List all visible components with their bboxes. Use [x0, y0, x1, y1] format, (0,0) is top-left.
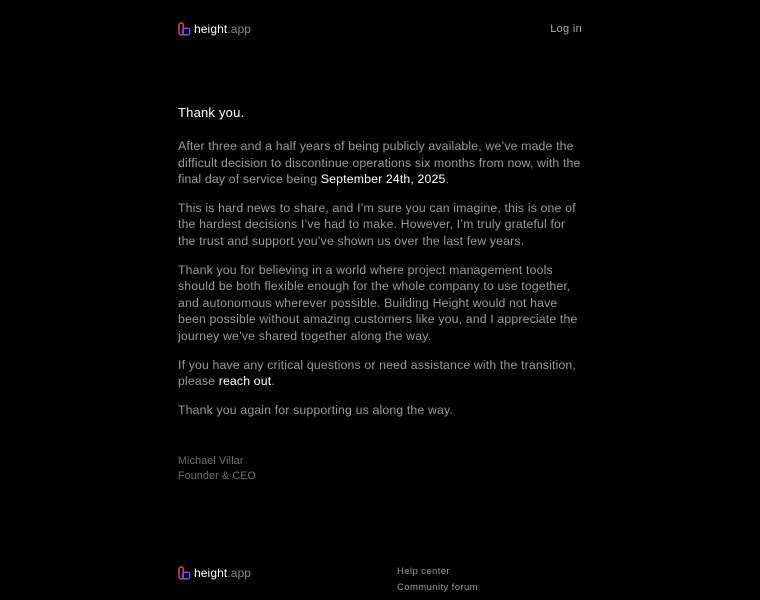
signature-title: Founder & CEO [178, 469, 256, 482]
paragraph-text: If you have any critical questions or need assistance with the transition, please [178, 357, 576, 389]
paragraph-vision: Thank you for believing in a world where project management tools should be both flexible enough for the whole company to use together, and autonomous wherever possible. Building Height would not have been possible without amazing customers like you, and I appreciate the journey we’ve shared together along the way. [178, 262, 578, 343]
community-forum-link[interactable]: Community forum [397, 582, 478, 593]
header [178, 20, 582, 38]
logo-wordmark [194, 22, 251, 36]
footer-links [397, 566, 478, 594]
paragraph-text: . [271, 374, 275, 389]
paragraph-closing: Thank you again for supporting us along the way. [178, 402, 453, 417]
height-logo-icon [178, 566, 191, 580]
announcement-article [178, 104, 586, 430]
header-logo-link[interactable] [178, 22, 251, 36]
signature-name: Michael Villar [178, 455, 244, 467]
page-title: Thank you. [178, 105, 245, 120]
paragraph-announcement [178, 138, 586, 188]
paragraph-gratitude: This is hard news to share, and I’m sure you can imagine, this is one of the hardest decisions I’ve had to make. However, I’m truly grateful for the trust and support you’ve shown us over the last few years. [178, 200, 576, 248]
paragraph-support [178, 357, 586, 390]
signature [178, 454, 256, 483]
height-logo-icon [178, 22, 191, 36]
logo-wordmark [194, 566, 251, 580]
logo-name: height [194, 566, 228, 580]
footer-logo-link[interactable] [178, 566, 251, 580]
reach-out-link[interactable]: reach out [218, 374, 272, 389]
logo-tld: .app [227, 566, 252, 580]
login-link[interactable]: Log in [550, 23, 582, 35]
paragraph-text: After three and a half years of being publicly available, we’ve made the difficult decision to discontinue operations six months from now, with the final day of service being [178, 139, 581, 187]
logo-tld: .app [227, 22, 252, 36]
paragraph-text: . [445, 172, 450, 187]
help-center-link[interactable]: Help center [397, 566, 450, 577]
logo-name: height [194, 22, 228, 36]
final-service-date: September 24th, 2025 [320, 172, 446, 187]
